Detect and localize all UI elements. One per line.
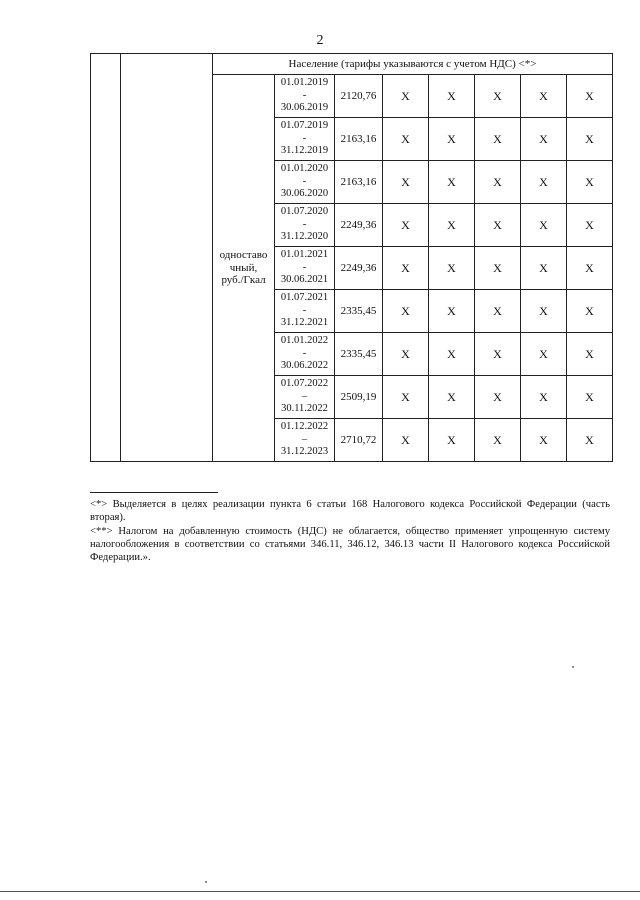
x-mark-cell: X <box>475 161 521 204</box>
group-header: Население (тарифы указываются с учетом НДС) <*> <box>213 54 613 75</box>
page-number: 2 <box>316 33 324 48</box>
period-cell <box>275 333 335 376</box>
x-mark-cell: X <box>567 333 613 376</box>
footnote-no-vat: <**> Налогом на добавленную стоимость (НДС) не облагается, общество применяет упрощенную систему налогообложения в соответствии со статьями 346.11, 346.12, 346.13 части II Налогового кодекса Российской Федерации.». <box>90 526 610 563</box>
scan-speck <box>205 881 207 883</box>
period-start: 01.07.2021 <box>280 292 329 304</box>
period-end: 30.06.2020 <box>280 188 329 200</box>
x-mark-cell: X <box>429 376 475 419</box>
tariff-table <box>90 53 613 462</box>
x-mark-cell: X <box>475 333 521 376</box>
x-mark-cell: X <box>429 419 475 462</box>
period-end: 31.12.2019 <box>280 145 329 157</box>
period-cell <box>275 204 335 247</box>
period-end: 31.12.2020 <box>280 231 329 243</box>
period-dash: - <box>302 261 307 273</box>
x-mark-cell: X <box>383 419 429 462</box>
tariff-value-cell: 2163,16 <box>335 161 383 204</box>
x-mark-cell: X <box>567 204 613 247</box>
period-cell <box>275 419 335 462</box>
period-start: 01.01.2020 <box>280 163 329 175</box>
scan-speck <box>572 666 574 668</box>
x-mark-cell: X <box>567 247 613 290</box>
empty-column-1 <box>91 54 121 462</box>
period-start: 01.01.2021 <box>280 249 329 261</box>
period-cell <box>275 290 335 333</box>
tariff-value-cell: 2335,45 <box>335 290 383 333</box>
x-mark-cell: X <box>383 376 429 419</box>
period-end: 30.06.2021 <box>280 274 329 286</box>
period-cell <box>275 161 335 204</box>
period-end: 30.11.2022 <box>281 403 328 415</box>
x-mark-cell: X <box>567 376 613 419</box>
period-dash: – <box>301 390 308 402</box>
x-mark-cell: X <box>521 376 567 419</box>
x-mark-cell: X <box>475 419 521 462</box>
period-end: 30.06.2022 <box>280 360 329 372</box>
period-start: 01.07.2022 <box>280 378 329 390</box>
period-end: 30.06.2019 <box>280 102 329 114</box>
x-mark-cell: X <box>383 161 429 204</box>
x-mark-cell: X <box>521 333 567 376</box>
period-start: 01.07.2019 <box>280 120 329 132</box>
x-mark-cell: X <box>475 376 521 419</box>
x-mark-cell: X <box>429 75 475 118</box>
x-mark-cell: X <box>383 333 429 376</box>
period-dash: - <box>302 304 307 316</box>
x-mark-cell: X <box>429 161 475 204</box>
footnote-divider <box>90 492 218 493</box>
x-mark-cell: X <box>521 161 567 204</box>
tariff-value-cell: 2710,72 <box>335 419 383 462</box>
period-dash: - <box>302 218 307 230</box>
period-start: 01.12.2022 <box>280 421 329 433</box>
tariff-value-cell: 2249,36 <box>335 204 383 247</box>
x-mark-cell: X <box>383 247 429 290</box>
x-mark-cell: X <box>521 290 567 333</box>
x-mark-cell: X <box>567 290 613 333</box>
x-mark-cell: X <box>475 75 521 118</box>
period-end: 31.12.2021 <box>280 317 329 329</box>
tariff-type-line: руб./Гкал <box>221 274 266 287</box>
period-dash: - <box>302 175 307 187</box>
x-mark-cell: X <box>383 118 429 161</box>
tariff-value-cell: 2163,16 <box>335 118 383 161</box>
period-start: 01.01.2022 <box>280 335 329 347</box>
tariff-value-cell: 2509,19 <box>335 376 383 419</box>
x-mark-cell: X <box>429 204 475 247</box>
tariff-type-line: одноставо <box>219 249 268 262</box>
page-bottom-edge <box>0 891 640 892</box>
period-start: 01.01.2019 <box>280 77 329 89</box>
x-mark-cell: X <box>567 118 613 161</box>
x-mark-cell: X <box>475 290 521 333</box>
x-mark-cell: X <box>475 118 521 161</box>
tariff-type-line: чный, <box>229 261 258 274</box>
period-end: 31.12.2023 <box>280 446 329 458</box>
footnotes <box>90 498 610 565</box>
x-mark-cell: X <box>521 204 567 247</box>
period-cell <box>275 376 335 419</box>
x-mark-cell: X <box>521 118 567 161</box>
period-cell <box>275 75 335 118</box>
period-dash: - <box>302 89 307 101</box>
period-cell <box>275 118 335 161</box>
x-mark-cell: X <box>429 333 475 376</box>
x-mark-cell: X <box>429 118 475 161</box>
table-group-header-row <box>91 54 613 75</box>
period-dash: - <box>302 347 307 359</box>
x-mark-cell: X <box>383 290 429 333</box>
x-mark-cell: X <box>567 161 613 204</box>
x-mark-cell: X <box>521 247 567 290</box>
tariff-type-cell <box>213 75 275 462</box>
x-mark-cell: X <box>383 75 429 118</box>
x-mark-cell: X <box>475 247 521 290</box>
tariff-value-cell: 2120,76 <box>335 75 383 118</box>
x-mark-cell: X <box>383 204 429 247</box>
x-mark-cell: X <box>521 75 567 118</box>
x-mark-cell: X <box>475 204 521 247</box>
tariff-value-cell: 2249,36 <box>335 247 383 290</box>
period-start: 01.07.2020 <box>280 206 329 218</box>
x-mark-cell: X <box>567 75 613 118</box>
x-mark-cell: X <box>429 247 475 290</box>
empty-column-2 <box>121 54 213 462</box>
period-cell <box>275 247 335 290</box>
period-dash: - <box>302 132 307 144</box>
period-dash: – <box>301 433 308 445</box>
x-mark-cell: X <box>567 419 613 462</box>
x-mark-cell: X <box>521 419 567 462</box>
tariff-value-cell: 2335,45 <box>335 333 383 376</box>
footnote-vat: <*> Выделяется в целях реализации пункта 6 статьи 168 Налогового кодекса Российской Федерации (часть вторая). <box>90 499 610 523</box>
x-mark-cell: X <box>429 290 475 333</box>
